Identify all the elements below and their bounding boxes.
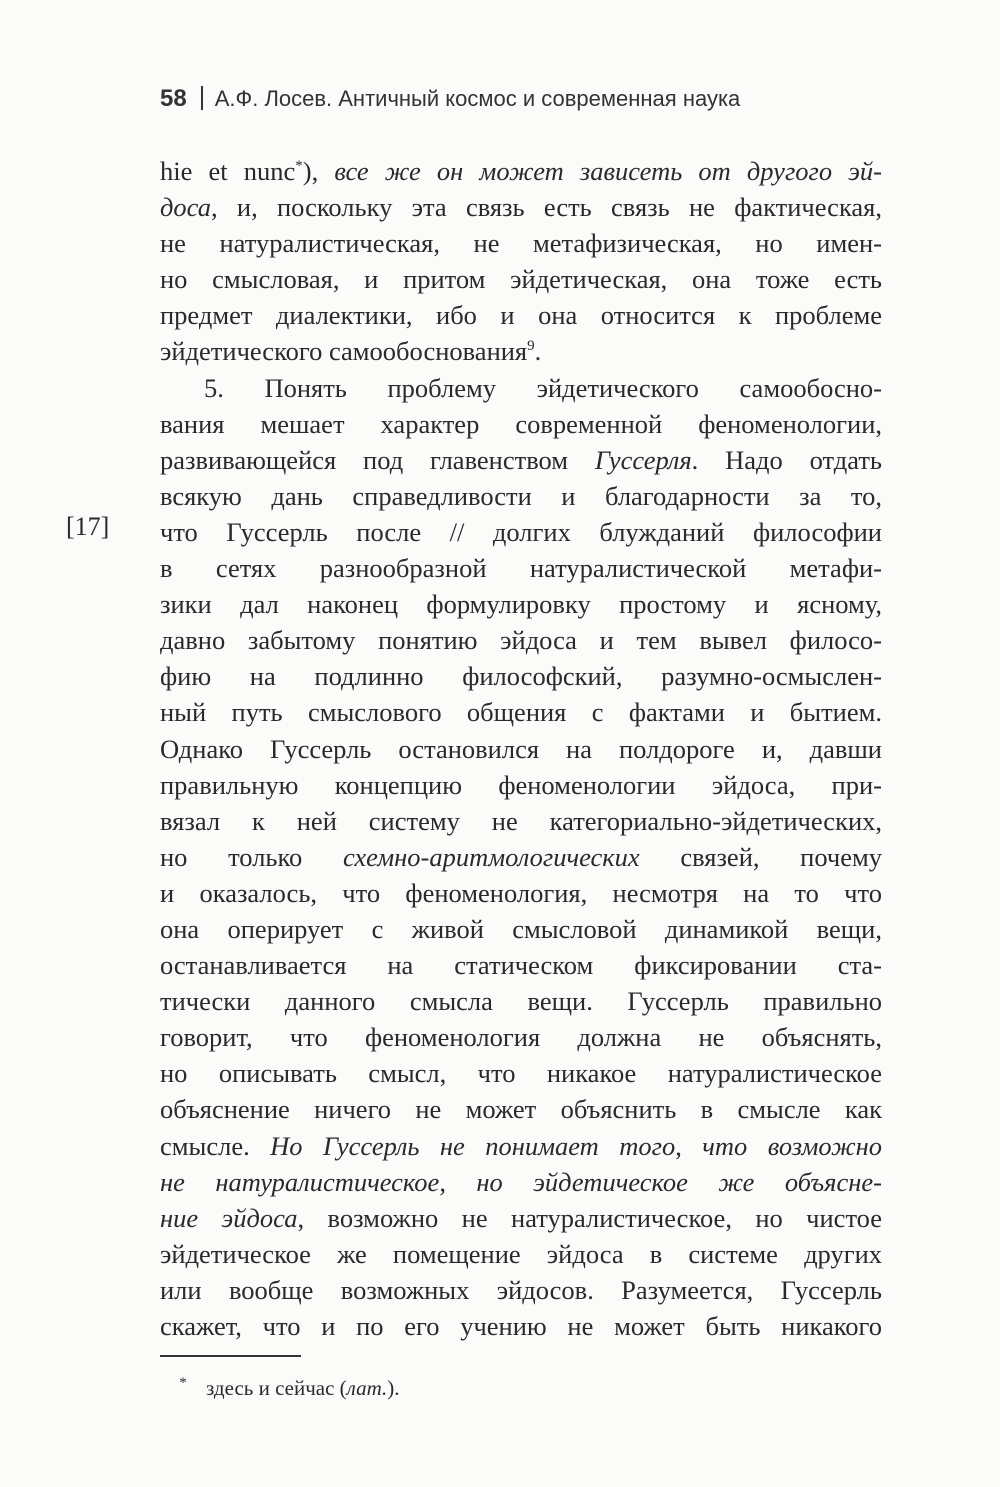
italic-text: схемно-аритмологических — [342, 841, 640, 872]
text-line — [160, 1236, 882, 1272]
italic-text: все же он может зависеть от другого эй- — [334, 156, 882, 186]
text-segment: предмет диалектики, ибо и она относится к проблеме — [160, 300, 882, 331]
text-line — [160, 225, 882, 261]
text-segment: и оказалось, что феноменология, несмотря на то что — [160, 877, 882, 908]
text-line — [160, 1055, 882, 1091]
italic-text: Но Гуссерль не понимает того — [270, 1130, 676, 1161]
text-segment: эйдетическое же помещение эйдоса в системе других — [160, 1238, 882, 1269]
text-line — [160, 983, 882, 1019]
text-line — [160, 622, 882, 658]
text-line — [160, 370, 882, 406]
body-text — [160, 153, 882, 1344]
text-segment: но описывать смысл, что никакое натуралистическое — [160, 1058, 882, 1089]
text-segment: Однако Гуссерль остановился на полдороге и, давши — [160, 733, 882, 764]
margin-page-reference: [17] — [66, 512, 110, 541]
text-line — [160, 406, 882, 442]
header-separator — [201, 86, 203, 110]
text-line — [160, 731, 882, 767]
running-title: А.Ф. Лосев. Античный космос и современная наука — [214, 86, 741, 111]
text-line — [160, 839, 882, 875]
text-line — [160, 550, 882, 586]
text-line — [160, 442, 882, 478]
text-line — [160, 1091, 882, 1127]
text-line — [160, 1128, 882, 1164]
text-line — [160, 1164, 882, 1200]
italic-text: ние эйдоса — [160, 1202, 298, 1233]
text-line — [160, 875, 882, 911]
text-segment: в сетях разнообразной натуралистической метафи- — [160, 553, 882, 584]
italic-text: доса — [160, 192, 211, 223]
running-header — [160, 84, 880, 114]
text-segment: , — [439, 1166, 477, 1197]
footnote-text — [206, 1376, 400, 1400]
text-segment: развивающейся под главенством — [160, 444, 595, 475]
text-segment: но смысловая, и притом эйдетическая, она тоже есть — [160, 264, 882, 295]
text-segment: объяснение ничего не может объяснить в смысле как — [160, 1094, 882, 1125]
text-segment: останавливается на статическом фиксировании ста- — [160, 950, 882, 981]
text-line — [160, 911, 882, 947]
text-segment: скажет, что и по его учению не может быть никакого — [160, 1311, 882, 1341]
superscript-marker: * — [295, 158, 303, 174]
italic-text: лат. — [346, 1376, 388, 1400]
text-line — [160, 694, 882, 730]
text-line — [160, 153, 882, 189]
text-line — [160, 1272, 882, 1308]
text-segment: фию на подлинно философский, разумно-осмыслен- — [160, 661, 882, 692]
footnote-marker: * — [179, 1375, 187, 1391]
text-line — [160, 1019, 882, 1055]
footnote — [160, 1368, 400, 1403]
text-segment: вания мешает характер современной феноменологии, — [160, 408, 882, 439]
text-segment: всякую дань справедливости и благодарности за то, — [160, 480, 882, 511]
text-line — [160, 767, 882, 803]
text-line — [160, 1200, 882, 1236]
text-segment: смысле. — [160, 1130, 271, 1161]
text-segment: ). — [387, 1376, 400, 1400]
text-segment: или вообще возможных эйдосов. Разумеется, Гуссерль — [160, 1274, 882, 1305]
text-segment: что Гуссерль после // долгих блужданий философии — [160, 516, 882, 547]
text-line — [160, 514, 882, 550]
text-segment: говорит, что феноменология должна не объяснять, — [160, 1022, 882, 1053]
text-line — [160, 1308, 882, 1344]
text-line — [160, 947, 882, 983]
text-segment: не натуралистическая, не метафизическая, но имен- — [160, 228, 882, 259]
text-segment: ), — [302, 156, 335, 186]
text-segment: здесь и сейчас ( — [206, 1376, 347, 1400]
text-line — [160, 478, 882, 514]
text-segment: тически данного смысла вещи. Гуссерль правильно — [160, 986, 882, 1017]
text-segment: . Надо отдать — [691, 444, 882, 475]
text-segment: эйдетического самообоснования — [160, 336, 528, 367]
text-segment: зики дал наконец формулировку простому и ясному, — [160, 589, 882, 620]
text-segment: , возможно не натуралистическое, но чистое — [297, 1202, 883, 1233]
text-segment: , — [675, 1130, 703, 1161]
text-segment: ный путь смыслового общения с фактами и бытием. — [160, 697, 882, 728]
text-segment: связей, почему — [639, 841, 882, 872]
text-line — [160, 658, 882, 694]
text-segment: вязал к ней систему не категориально-эйдетических, — [160, 805, 882, 836]
italic-text: но эйдетическое же объясне- — [476, 1166, 882, 1197]
text-segment: 5. Понять проблему эйдетического самообосно- — [204, 372, 882, 403]
footnote-rule — [160, 1355, 301, 1357]
text-segment: она оперирует с живой смысловой динамикой вещи, — [160, 913, 882, 944]
text-line — [160, 189, 882, 225]
text-line — [160, 297, 882, 333]
text-segment: давно забытому понятию эйдоса и тем вывел филосо- — [160, 625, 882, 656]
text-segment: но только — [160, 841, 343, 872]
text-segment: правильную концепцию феноменологии эйдоса, при- — [160, 769, 882, 800]
text-line — [160, 333, 882, 369]
italic-text: не натуралистическое — [160, 1166, 440, 1197]
text-line — [160, 586, 882, 622]
text-line — [160, 803, 882, 839]
text-line — [160, 261, 882, 297]
superscript-marker: 9 — [527, 338, 535, 355]
text-segment: hie et nunc — [160, 156, 296, 186]
text-segment: , и, поскольку эта связь есть связь не фактическая, — [210, 192, 882, 223]
page-number: 58 — [160, 85, 187, 112]
italic-text: Гуссерля — [594, 444, 692, 475]
italic-text: что возможно — [702, 1130, 883, 1161]
text-segment: . — [534, 336, 542, 367]
